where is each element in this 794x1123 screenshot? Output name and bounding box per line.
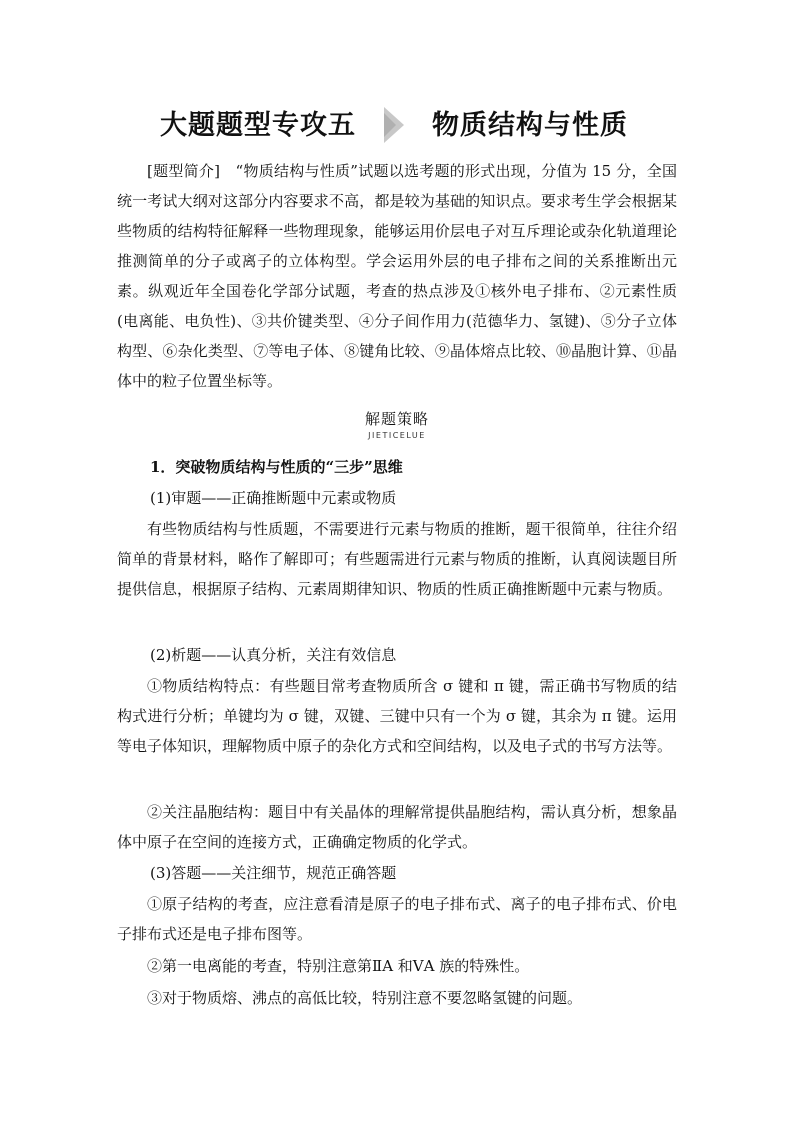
step1-title: (1)审题——正确推断题中元素或物质 [150, 489, 397, 507]
title-arrow-icon [384, 107, 404, 143]
step2-point2: ②关注晶胞结构：题目中有关晶体的理解常提供晶胞结构，需认真分析，想象晶体中原子在空间的连接方式，正确确定物质的化学式。 [117, 803, 677, 851]
step3-point3: ③对于物质熔、沸点的高低比较，特别注意不要忽略氢键的问题。 [147, 989, 583, 1007]
step3-point1: ①原子结构的考查，应注意看清是原子的电子排布式、离子的电子排布式、价电子排布式还是电子排布图等。 [117, 895, 677, 943]
page-title [0, 104, 794, 148]
section-heading: 解题策略 [364, 410, 429, 428]
intro-paragraph: [题型简介] “物质结构与性质”试题以选考题的形式出现，分值为 15 分，全国统一考试大纲对这部分内容要求不高，都是较为基础的知识点。要求考生学会根据某些物质的结构特征解释一些物理现象，能够运用价层电子对互斥理论或杂化轨道理论推测简单的分子或离子的立体构型。学会运用外层的电子排布之间的关系推断出元素。纵观近年全国卷化学部分试题，考查的热点涉及①核外电子排布、②元素性质(电离能、电负性)、③共价键类型、④分子间作用力(范德华力、氢键)、⑤分子立体构型、⑥杂化类型、⑦等电子体、⑧键角比较、⑨晶体熔点比较、⑩晶胞计算、⑪晶体中的粒子位置坐标等。 [117, 162, 677, 390]
title-topic-name: 物质结构与性质 [432, 110, 628, 141]
step3-title: (3)答题——关注细节，规范正确答题 [150, 864, 397, 882]
step2-point1: ①物质结构特点：有些题目常考查物质所含 σ 键和 π 键，需正确书写物质的结构式进行分析；单键均为 σ 键，双键、三键中只有一个为 σ 键，其余为 π 键。运用等电子体知识，理解物质中原子的杂化方式和空间结构，以及电子式的书写方法等。 [117, 677, 677, 755]
strategy-heading: 1．突破物质结构与性质的“三步”思维 [150, 458, 403, 476]
section-subheading: JIETICELUE [368, 431, 426, 440]
title-topic-number: 大题题型专攻五 [160, 110, 356, 141]
step1-paragraph: 有些物质结构与性质题，不需要进行元素与物质的推断，题干很简单，往往介绍简单的背景材料，略作了解即可；有些题需进行元素与物质的推断，认真阅读题目所提供信息，根据原子结构、元素周期律知识、物质的性质正确推断题中元素与物质。 [117, 520, 677, 598]
step2-title: (2)析题——认真分析，关注有效信息 [150, 646, 397, 664]
step3-point2: ②第一电离能的考查，特别注意第ⅡA 和ⅤA 族的特殊性。 [147, 957, 530, 975]
